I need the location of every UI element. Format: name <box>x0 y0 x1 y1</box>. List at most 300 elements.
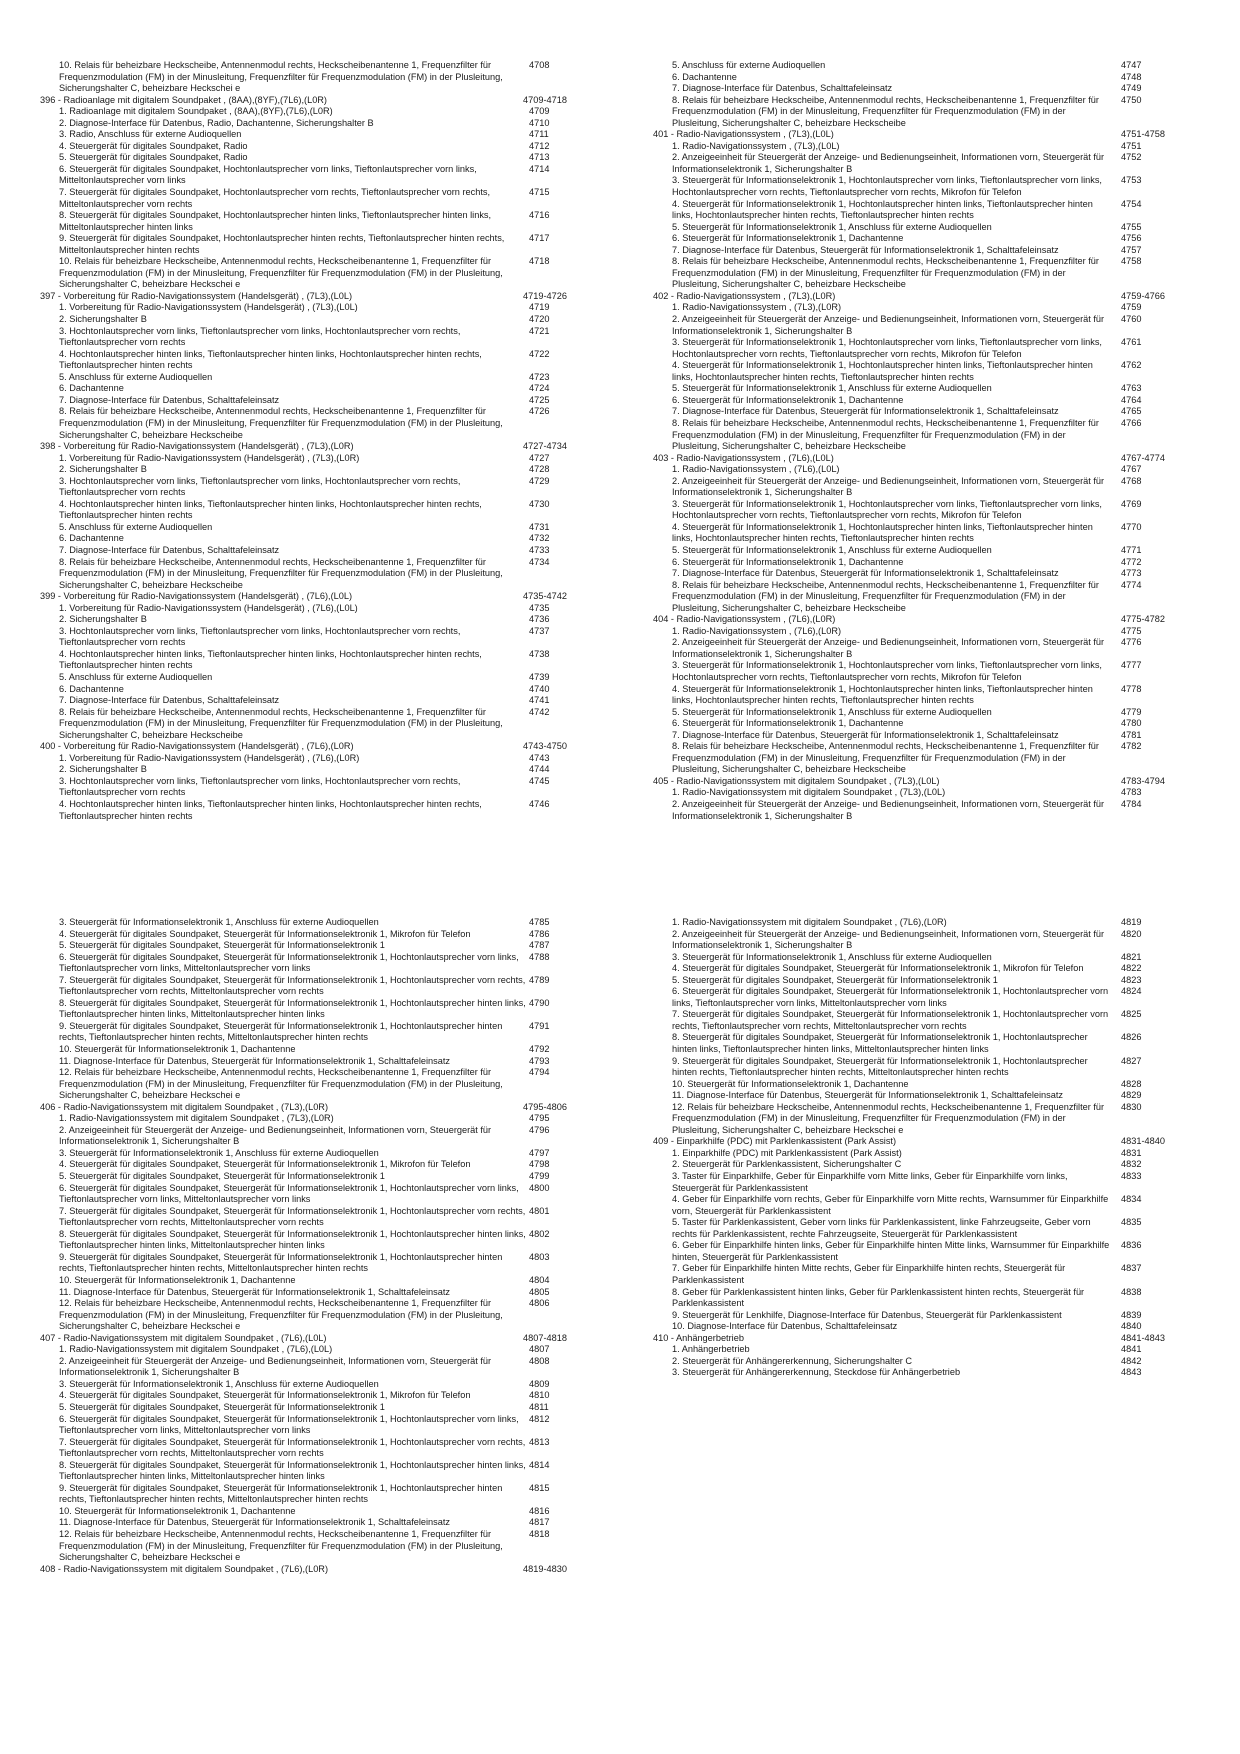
list-item <box>653 1171 1193 1194</box>
entry-title: 5. Steuergerät für digitales Soundpaket, Radio <box>59 152 248 163</box>
page-number: 4725 <box>529 394 550 405</box>
list-item <box>40 776 595 799</box>
entry-title: 8. Steuergerät für digitales Soundpaket, Steuergerät für Informationselektronik 1, Hochtonlautsprecher hinten links, Tieftonlautsprecher hinten links, Mitteltonlautsprecher hinten links <box>59 1228 526 1251</box>
entry-title: 6. Steuergerät für Informationselektronik 1, Dachantenne <box>672 556 904 567</box>
page-number: 4831-4840 <box>1121 1136 1165 1147</box>
entry-title: 7. Diagnose-Interface für Datenbus, Schalttafeleinsatz <box>59 394 280 405</box>
page-number: 4748 <box>1121 71 1142 82</box>
entry-title: 9. Steuergerät für Lenkhilfe, Diagnose-Interface für Datenbus, Steuergerät für Parklenkassistent <box>672 1309 1062 1320</box>
list-item <box>653 1056 1193 1079</box>
list-item <box>40 1183 595 1206</box>
entry-title: 5. Anschluss für externe Audioquellen <box>59 371 213 382</box>
page-number: 4808 <box>529 1355 550 1366</box>
entry-title: 3. Steuergerät für Informationselektronik 1, Hochtonlautsprecher vorn links, Tieftonlautsprecher vorn links, Hochtonlautsprecher vorn rechts, Tieftonlautsprecher vorn rechts, Mikrofon für Telefon <box>672 175 1102 198</box>
page-number: 4830 <box>1121 1101 1142 1112</box>
page-number: 4723 <box>529 371 550 382</box>
list-item <box>40 1379 595 1391</box>
entry-title: 5. Taster für Parklenkassistent, Geber vorn links für Parklenkassistent, linke Fahrzeugseite, Geber vorn rechts für Parklenkassistent, rechte Fahrzeugseite, Steuergerät für Parklenkassistent <box>672 1217 1091 1239</box>
page-number: 4767 <box>1121 464 1142 475</box>
page-number: 4807 <box>529 1344 550 1355</box>
entry-title: 3. Hochtonlautsprecher vorn links, Tieftonlautsprecher vorn links, Hochtonlautsprecher vorn rechts, Tieftonlautsprecher vorn rechts <box>59 625 461 648</box>
list-item <box>40 1483 595 1506</box>
page-number: 4820 <box>1121 928 1142 939</box>
page-number: 4816 <box>529 1505 550 1516</box>
page-number: 4827 <box>1121 1055 1142 1066</box>
entry-title: 398 - Vorbereitung für Radio-Navigationssystem (Handelsgerät) , (7L3),(L0R) <box>40 441 354 452</box>
entry-title: 10. Steuergerät für Informationselektronik 1, Dachantenne <box>59 1044 296 1055</box>
list-item <box>653 975 1193 987</box>
entry-title: 3. Hochtonlautsprecher vorn links, Tieftonlautsprecher vorn links, Hochtonlautsprecher vorn rechts, Tieftonlautsprecher vorn rechts <box>59 325 461 348</box>
list-item <box>653 406 1193 418</box>
entry-title: 4. Steuergerät für Informationselektronik 1, Hochtonlautsprecher hinten links, Tieftonlautsprecher hinten links, Hochtonlautsprecher hinten rechts, Tieftonlautsprecher hinten rechts <box>672 683 1093 706</box>
list-item <box>653 360 1193 383</box>
entry-title: 3. Steuergerät für Informationselektronik 1, Hochtonlautsprecher vorn links, Tieftonlautsprecher vorn links, Hochtonlautsprecher vorn rechts, Tieftonlautsprecher vorn rechts, Mikrofon für Telefon <box>672 660 1102 682</box>
page-number: 4836 <box>1121 1240 1142 1251</box>
entry-title: 4. Steuergerät für digitales Soundpaket, Radio <box>59 140 248 151</box>
entry-title: 5. Steuergerät für Informationselektronik 1, Anschluss für externe Audioquellen <box>672 383 992 394</box>
entry-title: 8. Geber für Parklenkassistent hinten links, Geber für Parklenkassistent hinten rechts, Steuergerät für Parklenkassistent <box>672 1286 1085 1309</box>
list-item <box>40 672 595 684</box>
list-item <box>653 1194 1193 1217</box>
list-item <box>653 302 1193 314</box>
page-number: 4771 <box>1121 544 1142 555</box>
entry-title: 12. Relais für beheizbare Heckscheibe, Antennenmodul rechts, Heckscheibenantenne 1, Frequenzfilter für Frequenzmodulation (FM) in der Minusleitung, Frequenzfilter für Frequenzmodulation (FM) in der Plusleitung, Sicherungshalter C, beheizbare Heckschei e <box>59 1528 503 1563</box>
page-number: 4773 <box>1121 568 1142 579</box>
entry-title: 8. Steuergerät für digitales Soundpaket, Hochtonlautsprecher hinten links, Tieftonlautsprecher hinten links, Mitteltonlautsprecher hinten links <box>59 210 492 232</box>
list-item <box>40 349 595 372</box>
entry-title: 7. Diagnose-Interface für Datenbus, Schalttafeleinsatz <box>672 83 893 94</box>
page-number: 4734 <box>529 556 550 567</box>
page-number: 4841-4843 <box>1121 1332 1165 1343</box>
list-item <box>653 545 1193 557</box>
list-item <box>653 1079 1193 1091</box>
entry-title: 11. Diagnose-Interface für Datenbus, Steuergerät für Informationselektronik 1, Schalttafeleinsatz <box>672 1090 1064 1101</box>
list-item <box>40 1287 595 1299</box>
list-item <box>40 557 595 592</box>
page-number: 4806 <box>529 1298 550 1309</box>
page-number: 4828 <box>1121 1078 1142 1089</box>
list-item <box>653 1310 1193 1322</box>
entry-title: 7. Diagnose-Interface für Datenbus, Steuergerät für Informationselektronik 1, Schalttafeleinsatz <box>672 244 1059 255</box>
list-item <box>40 1229 595 1252</box>
entry-title: 6. Steuergerät für Informationselektronik 1, Dachantenne <box>672 718 904 729</box>
section-heading <box>653 1333 1193 1345</box>
section-heading <box>40 741 595 753</box>
list-item <box>653 986 1193 1009</box>
entry-title: 396 - Radioanlage mit digitalem Soundpaket , (8AA),(8YF),(7L6),(L0R) <box>40 94 327 105</box>
entry-title: 3. Hochtonlautsprecher vorn links, Tieftonlautsprecher vorn links, Hochtonlautsprecher vorn rechts, Tieftonlautsprecher vorn rechts <box>59 475 461 498</box>
list-item <box>653 95 1193 130</box>
page-number: 4825 <box>1121 1009 1142 1020</box>
entry-title: 407 - Radio-Navigationssystem mit digitalem Soundpaket , (7L6),(L0L) <box>40 1332 327 1343</box>
list-item <box>40 187 595 210</box>
entry-title: 12. Relais für beheizbare Heckscheibe, Antennenmodul rechts, Heckscheibenantenne 1, Frequenzfilter für Frequenzmodulation (FM) in der Minusleitung, Frequenzfilter für Frequenzmodulation (FM) in der Plusleitung, Sicherungshalter C, beheizbare Heckschei e <box>59 1067 503 1101</box>
page-number: 4792 <box>529 1044 550 1055</box>
entry-title: 9. Steuergerät für digitales Soundpaket, Steuergerät für Informationselektronik 1, Hochtonlautsprecher hinten rechts, Tieftonlautsprecher hinten rechts, Mitteltonlautsprecher hinten rechts <box>672 1055 1088 1078</box>
entry-title: 5. Steuergerät für Informationselektronik 1, Anschluss für externe Audioquellen <box>672 221 992 232</box>
entry-title: 7. Diagnose-Interface für Datenbus, Steuergerät für Informationselektronik 1, Schalttafeleinsatz <box>672 568 1059 579</box>
list-item <box>653 1032 1193 1055</box>
page-number: 4727-4734 <box>523 441 567 452</box>
list-item <box>653 337 1193 360</box>
entry-title: 397 - Vorbereitung für Radio-Navigationssystem (Handelsgerät) , (7L3),(L0L) <box>40 290 353 301</box>
page-number: 4841 <box>1121 1344 1142 1355</box>
page-number: 4819 <box>1121 917 1142 927</box>
entry-title: 4. Hochtonlautsprecher hinten links, Tieftonlautsprecher hinten links, Hochtonlautsprecher hinten rechts, Tieftonlautsprecher hinten rechts <box>59 799 482 821</box>
list-item <box>40 372 595 384</box>
list-item <box>40 1356 595 1379</box>
list-item <box>40 106 595 118</box>
entry-title: 9. Steuergerät für digitales Soundpaket, Hochtonlautsprecher hinten rechts, Tieftonlautsprecher hinten rechts, Mitteltonlautsprecher hinten rechts <box>59 233 505 255</box>
list-item <box>40 764 595 776</box>
list-item <box>40 649 595 672</box>
page-number: 4760 <box>1121 314 1142 325</box>
list-item <box>40 476 595 499</box>
entry-title: 405 - Radio-Navigationssystem mit digitalem Soundpaket , (7L3),(L0L) <box>653 775 940 786</box>
page-number: 4786 <box>529 928 550 939</box>
page-number: 4798 <box>529 1159 550 1170</box>
page-number: 4738 <box>529 648 550 659</box>
entry-title: 410 - Anhängerbetrieb <box>653 1332 744 1343</box>
list-item <box>653 1287 1193 1310</box>
page-number: 4831 <box>1121 1147 1142 1158</box>
page-number: 4751-4758 <box>1121 129 1165 140</box>
page-number: 4712 <box>529 140 550 151</box>
list-item <box>653 580 1193 615</box>
list-item <box>653 464 1193 476</box>
page-number: 4783 <box>1121 787 1142 798</box>
page-number: 4745 <box>529 775 550 786</box>
page-number: 4785 <box>529 917 550 927</box>
page-number: 4716 <box>529 210 550 221</box>
entry-title: 11. Diagnose-Interface für Datenbus, Steuergerät für Informationselektronik 1, Schalttafeleinsatz <box>59 1286 451 1297</box>
page-number: 4715 <box>529 187 550 198</box>
page-number: 4754 <box>1121 198 1142 209</box>
list-item <box>653 60 1193 72</box>
entry-title: 1. Vorbereitung für Radio-Navigationssystem (Handelsgerät) , (7L3),(L0R) <box>59 452 360 463</box>
page-number: 4762 <box>1121 360 1142 371</box>
list-item <box>40 707 595 742</box>
page-number: 4795-4806 <box>523 1101 567 1112</box>
entry-title: 2. Anzeigeeinheit für Steuergerät der Anzeige- und Bedienungseinheit, Informationen vorn, Steuergerät für Informationselektronik 1, Sicherungshalter B <box>672 928 1105 951</box>
page-number: 4768 <box>1121 475 1142 486</box>
entry-title: 2. Anzeigeeinheit für Steuergerät der Anzeige- und Bedienungseinheit, Informationen vorn, Steuergerät für Informationselektronik 1, Sicherungshalter B <box>672 799 1105 821</box>
list-item <box>653 314 1193 337</box>
section-heading <box>40 95 595 107</box>
page-number: 4733 <box>529 544 550 555</box>
list-item <box>653 707 1193 719</box>
entry-title: 1. Radio-Navigationssystem , (7L3),(L0L) <box>672 140 840 151</box>
page-number: 4779 <box>1121 706 1142 717</box>
list-item <box>40 533 595 545</box>
list-item <box>40 464 595 476</box>
entry-title: 2. Anzeigeeinheit für Steuergerät der Anzeige- und Bedienungseinheit, Informationen vorn, Steuergerät für Informationselektronik 1, Sicherungshalter B <box>672 637 1105 659</box>
page-number: 4755 <box>1121 221 1142 232</box>
list-item <box>653 1102 1193 1137</box>
entry-title: 3. Steuergerät für Informationselektronik 1, Hochtonlautsprecher vorn links, Tieftonlautsprecher vorn links, Hochtonlautsprecher vorn rechts, Tieftonlautsprecher vorn rechts, Mikrofon für Telefon <box>672 337 1102 359</box>
page-number: 4793 <box>529 1055 550 1066</box>
page-number: 4727 <box>529 452 550 463</box>
page-number: 4838 <box>1121 1286 1142 1297</box>
page-number: 4714 <box>529 163 550 174</box>
list-item <box>40 314 595 326</box>
page-number: 4752 <box>1121 152 1142 163</box>
entry-title: 1. Radio-Navigationssystem , (7L3),(L0R) <box>672 302 842 313</box>
entry-title: 6. Steuergerät für Informationselektronik 1, Dachantenne <box>672 394 904 405</box>
page-number: 4713 <box>529 152 550 163</box>
page-number: 4728 <box>529 464 550 475</box>
page-number: 4777 <box>1121 660 1142 671</box>
list-item <box>40 326 595 349</box>
list-item <box>653 1217 1193 1240</box>
list-item <box>653 1344 1193 1356</box>
page-number: 4837 <box>1121 1263 1142 1274</box>
entry-title: 9. Steuergerät für digitales Soundpaket, Steuergerät für Informationselektronik 1, Hochtonlautsprecher hinten rechts, Tieftonlautsprecher hinten rechts, Mitteltonlautsprecher hinten rechts <box>59 1482 503 1505</box>
list-item <box>653 568 1193 580</box>
page-number: 4749 <box>1121 83 1142 94</box>
entry-title: 3. Hochtonlautsprecher vorn links, Tieftonlautsprecher vorn links, Hochtonlautsprecher vorn rechts, Tieftonlautsprecher vorn rechts <box>59 775 461 798</box>
entry-title: 2. Sicherungshalter B <box>59 614 147 625</box>
page-number: 4751 <box>1121 140 1142 151</box>
entry-title: 399 - Vorbereitung für Radio-Navigationssystem (Handelsgerät) , (7L6),(L0L) <box>40 591 353 602</box>
page-number: 4803 <box>529 1251 550 1262</box>
page-number: 4717 <box>529 233 550 244</box>
entry-title: 3. Steuergerät für Informationselektronik 1, Anschluss für externe Audioquellen <box>59 1147 379 1158</box>
entry-title: 5. Steuergerät für digitales Soundpaket, Steuergerät für Informationselektronik 1 <box>59 1171 385 1182</box>
page-number: 4787 <box>529 940 550 951</box>
list-item <box>40 1021 595 1044</box>
page-number: 4842 <box>1121 1355 1142 1366</box>
page-number: 4757 <box>1121 244 1142 255</box>
section-heading <box>40 1564 595 1576</box>
page-number: 4817 <box>529 1517 550 1528</box>
section-heading <box>40 1333 595 1345</box>
page-number: 4742 <box>529 706 550 717</box>
entry-title: 2. Anzeigeeinheit für Steuergerät der Anzeige- und Bedienungseinheit, Informationen vorn, Steuergerät für Informationselektronik 1, Sicherungshalter B <box>59 1124 492 1147</box>
list-item <box>40 1125 595 1148</box>
entry-title: 2. Sicherungshalter B <box>59 764 147 775</box>
page-number: 4719 <box>529 302 550 313</box>
list-item <box>40 917 595 929</box>
page-number: 4783-4794 <box>1121 775 1165 786</box>
list-item <box>653 383 1193 395</box>
section-heading <box>653 453 1193 465</box>
entry-title: 5. Steuergerät für digitales Soundpaket, Steuergerät für Informationselektronik 1 <box>59 1401 385 1412</box>
list-item <box>653 718 1193 730</box>
page-number: 4788 <box>529 951 550 962</box>
list-item <box>653 730 1193 742</box>
entry-title: 8. Relais für beheizbare Heckscheibe, Antennenmodul rechts, Heckscheibenantenne 1, Frequenzfilter für Frequenzmodulation (FM) in der Minusleitung, Frequenzfilter für Frequenzmodulation (FM) in der Plusleitung, Sicherungshalter C, beheizbare Heckscheibe <box>59 406 503 440</box>
list-item <box>653 175 1193 198</box>
entry-title: 1. Anhängerbetrieb <box>672 1344 750 1355</box>
list-item <box>653 917 1193 929</box>
page-number: 4743-4750 <box>523 741 567 752</box>
entry-title: 12. Relais für beheizbare Heckscheibe, Antennenmodul rechts, Heckscheibenantenne 1, Frequenzfilter für Frequenzmodulation (FM) in der Minusleitung, Frequenzfilter für Frequenzmodulation (FM) in der Plusleitung, Sicherungshalter C, beheizbare Heckschei e <box>59 1298 503 1332</box>
entry-title: 9. Steuergerät für digitales Soundpaket, Steuergerät für Informationselektronik 1, Hochtonlautsprecher hinten rechts, Tieftonlautsprecher hinten rechts, Mitteltonlautsprecher hinten rechts <box>59 1020 503 1043</box>
page-number: 4784 <box>1121 799 1142 809</box>
entry-title: 10. Relais für beheizbare Heckscheibe, Antennenmodul rechts, Heckscheibenantenne 1, Frequenzfilter für Frequenzmodulation (FM) in der Minusleitung, Frequenzfilter für Frequenzmodulation (FM) in der Plusleitung, Sicherungshalter C, beheizbare Heckschei e <box>59 256 503 290</box>
entry-title: 8. Relais für beheizbare Heckscheibe, Antennenmodul rechts, Heckscheibenantenne 1, Frequenzfilter für Frequenzmodulation (FM) in der Minusleitung, Frequenzfilter für Frequenzmodulation (FM) in der Plusleitung, Sicherungshalter C, beheizbare Heckscheibe <box>59 556 503 590</box>
entry-title: 6. Steuergerät für digitales Soundpaket, Steuergerät für Informationselektronik 1, Hochtonlautsprecher vorn links, Tieftonlautsprecher vorn links, Mitteltonlautsprecher vorn links <box>59 1182 519 1205</box>
list-item <box>653 787 1193 799</box>
page-number: 4833 <box>1121 1171 1142 1182</box>
page-number: 4822 <box>1121 963 1142 974</box>
page-number: 4765 <box>1121 406 1142 417</box>
entry-title: 1. Radioanlage mit digitalem Soundpaket , (8AA),(8YF),(7L6),(L0R) <box>59 106 333 117</box>
list-item <box>40 1437 595 1460</box>
page-number: 4774 <box>1121 579 1142 590</box>
list-item <box>653 952 1193 964</box>
list-item <box>40 929 595 941</box>
entry-title: 8. Relais für beheizbare Heckscheibe, Antennenmodul rechts, Heckscheibenantenne 1, Frequenzfilter für Frequenzmodulation (FM) in der Minusleitung, Frequenzfilter für Frequenzmodulation (FM) in der Plusleitung, Sicherungshalter C, beheizbare Heckscheibe <box>672 94 1099 128</box>
list-item <box>40 998 595 1021</box>
page-number: 4843 <box>1121 1367 1142 1378</box>
entry-title: 7. Steuergerät für digitales Soundpaket, Steuergerät für Informationselektronik 1, Hochtonlautsprecher vorn rechts, Tieftonlautsprecher vorn rechts, Mitteltonlautsprecher vorn rechts <box>672 1009 1109 1031</box>
entry-title: 4. Hochtonlautsprecher hinten links, Tieftonlautsprecher hinten links, Hochtonlautsprecher hinten rechts, Tieftonlautsprecher hinten rechts <box>59 648 482 671</box>
page-number: 4804 <box>529 1274 550 1285</box>
entry-title: 8. Relais für beheizbare Heckscheibe, Antennenmodul rechts, Heckscheibenantenne 1, Frequenzfilter für Frequenzmodulation (FM) in der Minusleitung, Frequenzfilter für Frequenzmodulation (FM) in der Plusleitung, Sicherungshalter C, beheizbare Heckscheibe <box>672 579 1099 613</box>
page-number: 4764 <box>1121 394 1142 405</box>
entry-title: 2. Anzeigeeinheit für Steuergerät der Anzeige- und Bedienungseinheit, Informationen vorn, Steuergerät für Informationselektronik 1, Sicherungshalter B <box>672 314 1105 336</box>
page-number: 4840 <box>1121 1321 1142 1332</box>
page-number: 4761 <box>1121 337 1142 348</box>
entry-title: 1. Vorbereitung für Radio-Navigationssystem (Handelsgerät) , (7L6),(L0L) <box>59 602 358 613</box>
list-item <box>40 1517 595 1529</box>
entry-title: 4. Steuergerät für digitales Soundpaket, Steuergerät für Informationselektronik 1, Mikrofon für Telefon <box>672 963 1084 974</box>
list-item <box>653 1159 1193 1171</box>
entry-title: 6. Dachantenne <box>672 71 737 82</box>
list-item <box>40 975 595 998</box>
list-item <box>40 940 595 952</box>
entry-title: 10. Steuergerät für Informationselektronik 1, Dachantenne <box>59 1505 296 1516</box>
page-number: 4807-4818 <box>523 1332 567 1343</box>
list-item <box>40 1414 595 1437</box>
page-number: 4824 <box>1121 986 1142 997</box>
list-item <box>40 684 595 696</box>
entry-title: 7. Geber für Einparkhilfe hinten Mitte rechts, Geber für Einparkhilfe hinten rechts, Steuergerät für Parklenkassistent <box>672 1263 1066 1285</box>
page-number: 4802 <box>529 1228 550 1239</box>
entry-title: 7. Diagnose-Interface für Datenbus, Steuergerät für Informationselektronik 1, Schalttafeleinsatz <box>672 406 1059 417</box>
entry-title: 402 - Radio-Navigationssystem , (7L3),(L0R) <box>653 290 836 301</box>
entry-title: 1. Einparkhilfe (PDC) mit Parklenkassistent (Park Assist) <box>672 1147 902 1158</box>
page-number: 4809 <box>529 1378 550 1389</box>
list-item <box>653 741 1193 776</box>
list-item <box>653 418 1193 453</box>
list-item <box>40 1529 595 1564</box>
entry-title: 4. Steuergerät für digitales Soundpaket, Steuergerät für Informationselektronik 1, Mikrofon für Telefon <box>59 928 471 939</box>
page-number: 4763 <box>1121 383 1142 394</box>
list-item <box>653 1263 1193 1286</box>
list-item <box>653 222 1193 234</box>
page-number: 4819-4830 <box>523 1563 567 1574</box>
list-item <box>653 72 1193 84</box>
list-item <box>40 1067 595 1102</box>
page-number: 4750 <box>1121 94 1142 105</box>
list-item <box>40 1275 595 1287</box>
page-number: 4735-4742 <box>523 591 567 602</box>
page-number: 4724 <box>529 383 550 394</box>
page-number: 4801 <box>529 1205 550 1216</box>
entry-title: 1. Radio-Navigationssystem mit digitalem Soundpaket , (7L3),(L0R) <box>59 1113 334 1124</box>
list-item <box>653 660 1193 683</box>
page-number: 4736 <box>529 614 550 625</box>
entry-title: 2. Steuergerät für Parklenkassistent, Sicherungshalter C <box>672 1159 902 1170</box>
entry-title: 6. Steuergerät für digitales Soundpaket, Hochtonlautsprecher vorn links, Tieftonlautsprecher vorn links, Mitteltonlautsprecher vorn links <box>59 163 477 186</box>
list-item <box>40 141 595 153</box>
entry-title: 4. Steuergerät für Informationselektronik 1, Hochtonlautsprecher hinten links, Tieftonlautsprecher hinten links, Hochtonlautsprecher hinten rechts, Tieftonlautsprecher hinten rechts <box>672 198 1093 221</box>
page-number: 4740 <box>529 683 550 694</box>
list-item <box>40 522 595 534</box>
list-item <box>40 603 595 615</box>
entry-title: 10. Relais für beheizbare Heckscheibe, Antennenmodul rechts, Heckscheibenantenne 1, Frequenzfilter für Frequenzmodulation (FM) in der Minusleitung, Frequenzfilter für Frequenzmodulation (FM) in der Plusleitung, Sicherungshalter C, beheizbare Heckschei e <box>59 60 503 94</box>
list-item <box>40 395 595 407</box>
entry-title: 12. Relais für beheizbare Heckscheibe, Antennenmodul rechts, Heckscheibenantenne 1, Frequenzfilter für Frequenzmodulation (FM) in der Minusleitung, Frequenzfilter für Frequenzmodulation (FM) in der Plusleitung, Sicherungshalter C, beheizbare Heckschei e <box>672 1101 1105 1135</box>
page-number: 4769 <box>1121 498 1142 509</box>
list-item <box>40 406 595 441</box>
entry-title: 401 - Radio-Navigationssystem , (7L3),(L0L) <box>653 129 834 140</box>
list-item <box>40 1159 595 1171</box>
list-item <box>653 626 1193 638</box>
page-number: 4781 <box>1121 729 1142 740</box>
page-number: 4759 <box>1121 302 1142 313</box>
page-number: 4829 <box>1121 1090 1142 1101</box>
page-number: 4711 <box>529 129 549 140</box>
entry-title: 5. Anschluss für externe Audioquellen <box>59 521 213 532</box>
list-item <box>40 60 595 95</box>
entry-title: 11. Diagnose-Interface für Datenbus, Steuergerät für Informationselektronik 1, Schalttafeleinsatz <box>59 1517 451 1528</box>
entry-title: 1. Radio-Navigationssystem mit digitalem Soundpaket , (7L6),(L0R) <box>672 917 947 927</box>
entry-title: 1. Radio-Navigationssystem mit digitalem Soundpaket , (7L6),(L0L) <box>59 1344 333 1355</box>
page-number: 4797 <box>529 1147 550 1158</box>
list-item <box>40 1298 595 1333</box>
list-item <box>40 1171 595 1183</box>
list-item <box>653 557 1193 569</box>
entry-title: 5. Anschluss für externe Audioquellen <box>672 60 826 70</box>
entry-title: 4. Geber für Einparkhilfe vorn rechts, Geber für Einparkhilfe vorn Mitte rechts, Warnsummer für Einparkhilfe vorn, Steuergerät für Parklenkassistent <box>672 1194 1109 1216</box>
page-number: 4708 <box>529 60 550 70</box>
list-item <box>40 1056 595 1068</box>
page-number: 4721 <box>529 325 550 336</box>
list-item <box>40 545 595 557</box>
list-item <box>40 1460 595 1483</box>
page-number: 4796 <box>529 1124 550 1135</box>
entry-title: 3. Radio, Anschluss für externe Audioquellen <box>59 129 242 140</box>
page-number: 4813 <box>529 1436 550 1447</box>
page-number: 4737 <box>529 625 550 636</box>
page-number: 4839 <box>1121 1309 1142 1320</box>
section-heading <box>40 441 595 453</box>
list-item <box>653 1367 1193 1379</box>
lower-right-column <box>653 917 1193 1379</box>
entry-title: 5. Steuergerät für digitales Soundpaket, Steuergerät für Informationselektronik 1 <box>59 940 385 951</box>
page-number: 4780 <box>1121 718 1142 729</box>
page-number: 4791 <box>529 1020 550 1031</box>
list-item <box>653 395 1193 407</box>
page-number: 4766 <box>1121 417 1142 428</box>
page-number: 4709-4718 <box>523 94 567 105</box>
entry-title: 8. Relais für beheizbare Heckscheibe, Antennenmodul rechts, Heckscheibenantenne 1, Frequenzfilter für Frequenzmodulation (FM) in der Minusleitung, Frequenzfilter für Frequenzmodulation (FM) in der Plusleitung, Sicherungshalter C, beheizbare Heckscheibe <box>672 417 1099 452</box>
entry-title: 8. Steuergerät für digitales Soundpaket, Steuergerät für Informationselektronik 1, Hochtonlautsprecher hinten links, Tieftonlautsprecher hinten links, Mitteltonlautsprecher hinten links <box>59 997 526 1020</box>
entry-title: 7. Steuergerät für digitales Soundpaket, Steuergerät für Informationselektronik 1, Hochtonlautsprecher vorn rechts, Tieftonlautsprecher vorn rechts, Mitteltonlautsprecher vorn rechts <box>59 1205 526 1228</box>
entry-title: 6. Steuergerät für digitales Soundpaket, Steuergerät für Informationselektronik 1, Hochtonlautsprecher vorn links, Tieftonlautsprecher vorn links, Mitteltonlautsprecher vorn links <box>59 1413 519 1436</box>
entry-title: 9. Steuergerät für digitales Soundpaket, Steuergerät für Informationselektronik 1, Hochtonlautsprecher hinten rechts, Tieftonlautsprecher hinten rechts, Mitteltonlautsprecher hinten rechts <box>59 1251 503 1274</box>
page-number: 4835 <box>1121 1217 1142 1228</box>
entry-title: 409 - Einparkhilfe (PDC) mit Parklenkassistent (Park Assist) <box>653 1136 897 1147</box>
entry-title: 406 - Radio-Navigationssystem mit digitalem Soundpaket , (7L3),(L0R) <box>40 1101 329 1112</box>
entry-title: 4. Steuergerät für digitales Soundpaket, Steuergerät für Informationselektronik 1, Mikrofon für Telefon <box>59 1390 471 1401</box>
list-item <box>653 199 1193 222</box>
list-item <box>653 929 1193 952</box>
